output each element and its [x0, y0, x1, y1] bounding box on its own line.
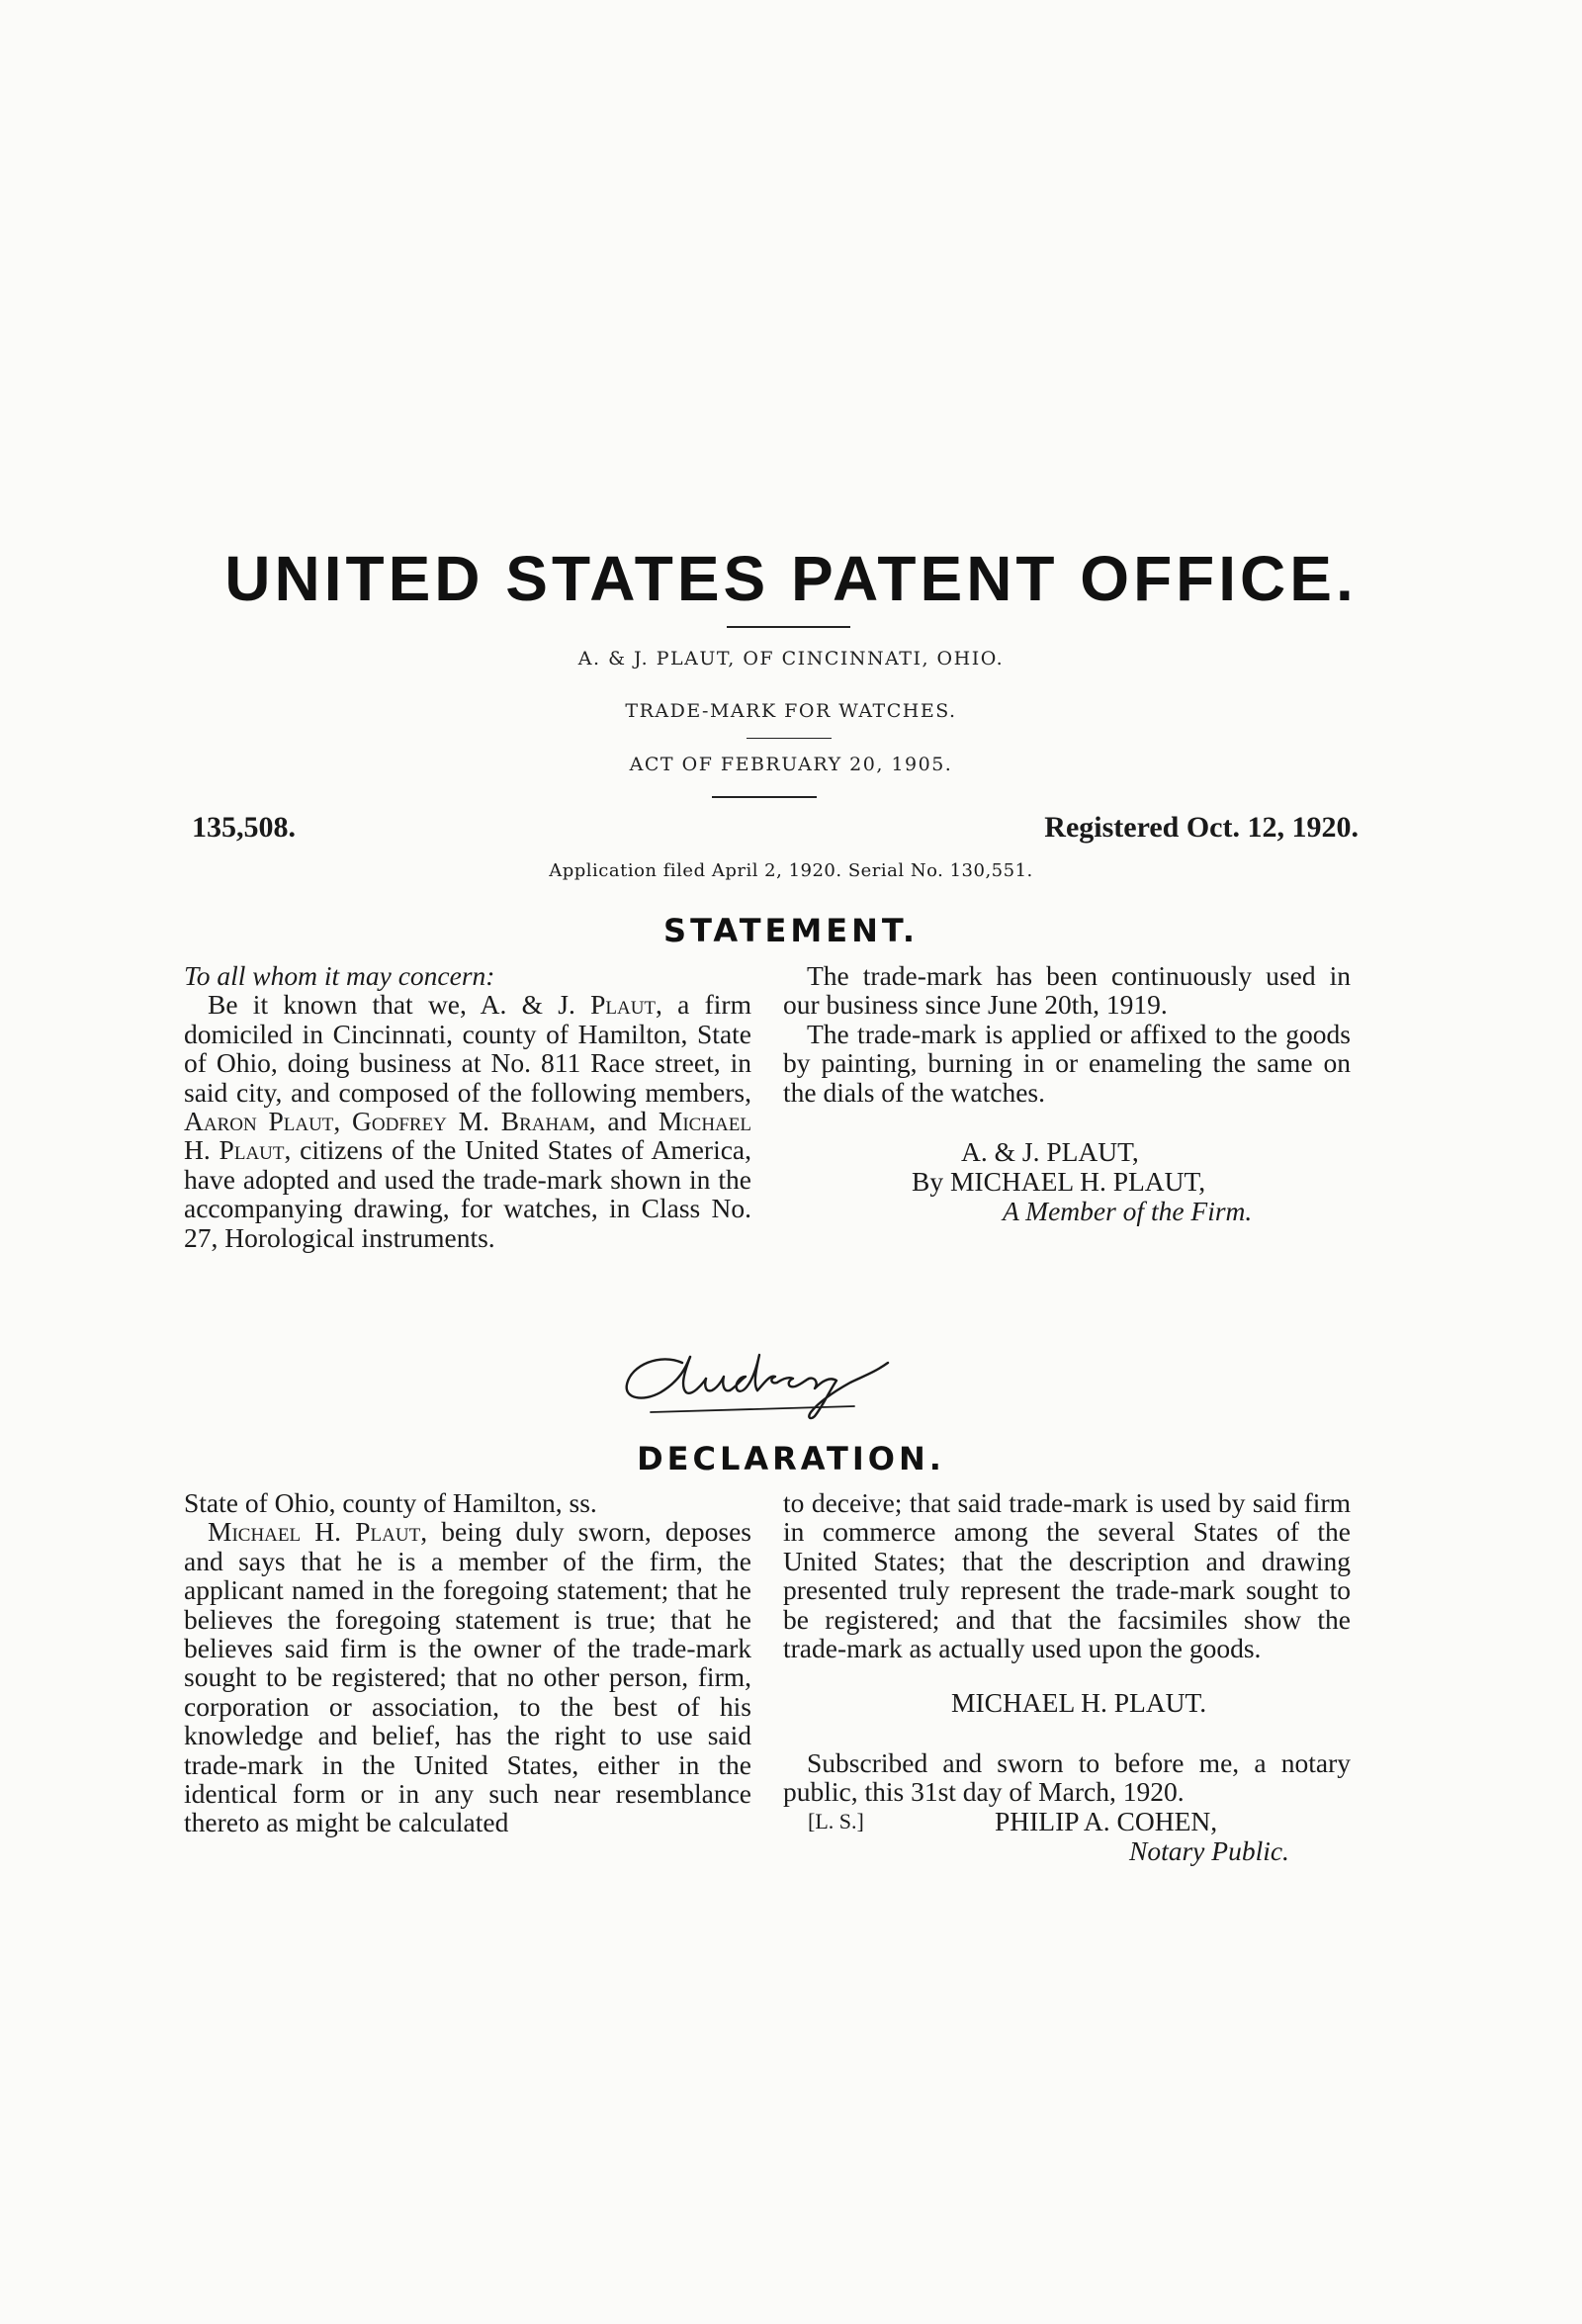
statement-paragraph-3: The trade-mark is applied or affixed to the goods by painting, burning in or enameling the same on the dials of the watches. — [783, 1018, 1351, 1108]
declaration-paragraph-right: to deceive; that said trade-mark is used by said firm in commerce among the several States of the United States; that the description and drawing presented truly represent the trade-mark sought to be registered; and that the facsimiles show the trade-mark as actually used upon the goods. — [783, 1487, 1351, 1664]
signature-firm: A. & J. PLAUT, — [961, 1136, 1139, 1167]
signature-by: By MICHAEL H. PLAUT, — [912, 1166, 1206, 1197]
salutation: To all whom it may concern: — [184, 960, 495, 991]
header-rule-3 — [712, 796, 817, 798]
registration-number: 135,508. — [192, 811, 296, 844]
venue-line: State of Ohio, county of Hamilton, ss. — [184, 1487, 597, 1518]
header-rule-1 — [727, 626, 850, 628]
trademark-audrey-wordmark — [621, 1333, 902, 1422]
affiant-signature: MICHAEL H. PLAUT. — [951, 1687, 1207, 1718]
notary-name: PHILIP A. COHEN, — [995, 1806, 1218, 1836]
statement-title: STATEMENT. — [663, 912, 919, 949]
statement-left-column — [184, 961, 751, 1252]
signature-role: A Member of the Firm. — [1003, 1196, 1253, 1226]
application-line: Application filed April 2, 1920. Serial No. 130,551. — [549, 860, 1033, 881]
declaration-title: DECLARATION. — [637, 1440, 945, 1477]
registration-date: Registered Oct. 12, 1920. — [1044, 811, 1359, 844]
mark-type-line: TRADE-MARK FOR WATCHES. — [625, 700, 957, 722]
statement-paragraph-2: The trade-mark has been continuously used in our business since June 20th, 1919. — [783, 960, 1351, 1021]
notary-seal: [L. S.] — [808, 1809, 864, 1833]
act-line: ACT OF FEBRUARY 20, 1905. — [629, 754, 953, 775]
declaration-paragraph-left: Michael H. Plaut, being duly sworn, deposes and says that he is a member of the firm, the applicant named in the foregoing statement; that he believes the foregoing statement is true; that he believes said firm is the owner of the trade-mark sought to be registered; that no other person, firm, corporation or association, to the best of his knowledge and belief, has the right to use said trade-mark in the United States, either in the identical form or in any such near resemblance thereto as might be calculated — [184, 1516, 751, 1838]
declaration-left-column — [184, 1488, 751, 1837]
jurat-text: Subscribed and sworn to before me, a notary public, this 31st day of March, 1920. — [783, 1747, 1351, 1808]
statement-right-column — [783, 961, 1351, 1107]
declaration-right-column — [783, 1488, 1351, 1662]
applicant-line: A. & J. PLAUT, OF CINCINNATI, OHIO. — [577, 648, 1005, 670]
jurat-block — [783, 1748, 1351, 1807]
header-rule-2 — [747, 738, 832, 739]
statement-paragraph-1: Be it known that we, A. & J. Plaut, a firm domiciled in Cincinnati, county of Hamilton, State of Ohio, doing business at No. 811 Race street, in said city, and composed of the following members, Aaron Plaut, Godfrey M. Braham, and Michael H. Plaut, citizens of the United States of America, have adopted and used the trade-mark shown in the accompanying drawing, for watches, in Class No. 27, Horological instruments. — [184, 989, 751, 1253]
notary-title: Notary Public. — [1129, 1835, 1289, 1866]
office-heading: UNITED STATES PATENT OFFICE. — [224, 543, 1358, 614]
